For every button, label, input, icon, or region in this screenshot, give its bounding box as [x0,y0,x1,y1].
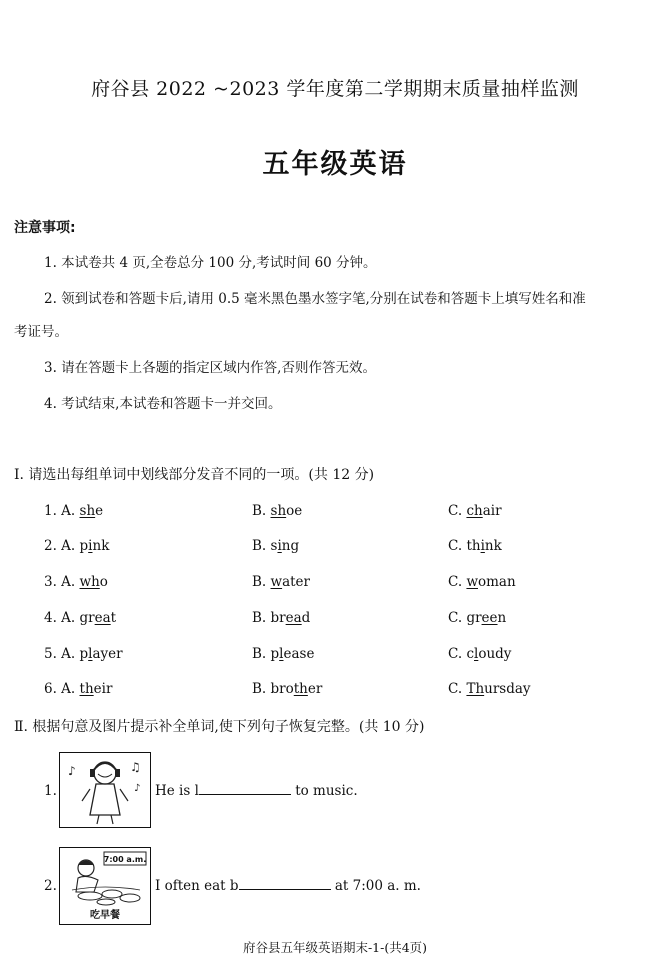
option-label: B. [252,574,267,590]
section-1-title: Ⅰ. 请选出每组单词中划线部分发音不同的一项。(共 12 分) [14,467,375,483]
svg-text:♪: ♪ [68,764,76,778]
option-c[interactable] [448,574,516,590]
underlined-letters: l [279,646,284,662]
word-part: gr [466,610,482,626]
notes-title: 注意事项: [14,220,76,236]
word-part: s [270,538,278,554]
exam-title: 府谷县 2022 ~2023 学年度第二学期期末质量抽样监测 [91,78,579,100]
breakfast-picture [59,847,151,925]
word-part: ease [283,646,315,662]
option-label: B. [252,610,267,626]
underlined-letters: w [466,574,478,590]
option-b[interactable] [252,538,299,554]
word-part: p [79,646,89,662]
girl-with-headphones-icon [60,753,150,827]
word-part: er [307,681,323,697]
question-number: 2. [44,878,57,894]
hint-letter: b [229,878,239,894]
sentence-prefix: I often eat [155,878,230,894]
option-a[interactable] [44,538,109,554]
option-label: C. [448,503,463,519]
word-part: nk [484,538,502,554]
answer-blank[interactable] [199,793,291,795]
option-c[interactable] [448,646,511,662]
option-a[interactable] [44,610,116,626]
word-part: o [99,574,108,590]
option-a[interactable] [44,503,103,519]
sentence-prefix: He is [155,783,195,799]
svg-text:♪: ♪ [134,783,141,794]
word-part: e [95,503,104,519]
page-footer: 府谷县五年级英语期末-1-(共4页) [242,940,428,955]
word-part: t [110,610,117,626]
underlined-letters: ee [481,610,498,626]
word-part: br [270,610,286,626]
word-part: c [466,646,474,662]
option-c[interactable] [448,681,531,697]
option-label: B. [252,503,267,519]
underlined-letters: i [480,538,485,554]
underlined-letters: i [88,538,93,554]
boy-eating-icon [72,860,140,905]
option-label: 3. A. [44,574,76,590]
underlined-letters: ea [285,610,302,626]
option-label: B. [252,538,267,554]
underlined-letters: ea [94,610,111,626]
option-c[interactable] [448,610,506,626]
underlined-letters: i [277,538,282,554]
option-c[interactable] [448,538,502,554]
word-part: oudy [478,646,512,662]
underlined-letters: l [474,646,479,662]
word-part: gr [79,610,95,626]
option-b[interactable] [252,681,322,697]
note-item: 4. 考试结束,本试卷和答题卡一并交回。 [44,396,282,412]
word-part: p [79,538,89,554]
answer-blank[interactable] [239,888,331,890]
underlined-letters: sh [79,503,96,519]
option-b[interactable] [252,610,310,626]
underlined-letters: Th [466,681,485,697]
word-part: bro [270,681,294,697]
underlined-letters: th [293,681,308,697]
word-part: oman [478,574,516,590]
option-a[interactable] [44,646,123,662]
word-part: eir [93,681,113,697]
option-a[interactable] [44,681,112,697]
clock-time: 7:00 a.m. [103,855,147,864]
note-item: 3. 请在答题卡上各题的指定区域内作答,否则作答无效。 [44,360,376,376]
underlined-letters: ch [466,503,483,519]
underlined-letters: th [79,681,94,697]
option-b[interactable] [252,646,314,662]
word-part: nk [92,538,110,554]
sentence-suffix: at 7:00 a. m. [330,878,421,894]
option-label: C. [448,574,463,590]
picture-caption: 吃早餐 [90,910,120,921]
option-label: 5. A. [44,646,76,662]
option-label: C. [448,646,463,662]
underlined-letters: wh [79,574,100,590]
option-label: C. [448,538,463,554]
word-part: ayer [92,646,123,662]
option-label: B. [252,681,267,697]
note-item: 考证号。 [14,324,68,340]
fill-sentence-1 [155,783,358,799]
word-part: oe [286,503,303,519]
option-b[interactable] [252,503,302,519]
underlined-letters: sh [270,503,287,519]
subject-title: 五年级英语 [262,149,408,180]
question-number: 1. [44,783,57,799]
word-part: ng [281,538,300,554]
option-a[interactable] [44,574,108,590]
fill-sentence-2 [155,878,421,894]
option-label: C. [448,681,463,697]
option-label: B. [252,646,267,662]
word-part: d [301,610,311,626]
option-b[interactable] [252,574,310,590]
word-part: ursday [484,681,531,697]
note-item: 2. 领到试卷和答题卡后,请用 0.5 毫米黑色墨水签字笔,分别在试卷和答题卡上填写姓名和准 [44,291,586,307]
option-label: 2. A. [44,538,76,554]
word-part: ater [282,574,310,590]
hint-letter: l [194,783,199,799]
option-label: 1. A. [44,503,76,519]
underlined-letters: w [270,574,283,590]
svg-text:♫: ♫ [130,760,141,774]
word-part: th [466,538,481,554]
underlined-letters: l [88,646,93,662]
option-label: 6. A. [44,681,76,697]
word-part: p [270,646,280,662]
option-label: C. [448,610,463,626]
listening-music-picture [59,752,151,828]
section-2-title: Ⅱ. 根据句意及图片提示补全单词,使下列句子恢复完整。(共 10 分) [14,719,425,735]
word-part: air [482,503,502,519]
sentence-suffix: to music. [290,783,358,799]
note-item: 1. 本试卷共 4 页,全卷总分 100 分,考试时间 60 分钟。 [44,255,377,271]
option-label: 4. A. [44,610,76,626]
option-c[interactable] [448,503,502,519]
word-part: n [497,610,507,626]
